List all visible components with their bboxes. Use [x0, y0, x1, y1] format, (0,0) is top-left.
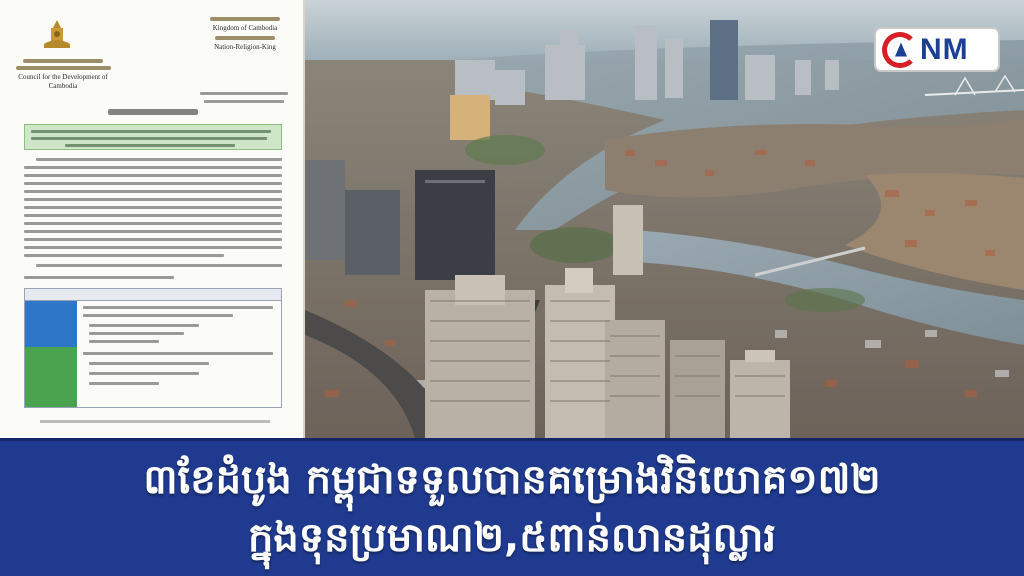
document-title: [108, 109, 198, 115]
document-right-header: [190, 14, 300, 52]
document-summary-banner: [24, 124, 282, 150]
announcement-document: [0, 0, 305, 438]
project-summary-table: [24, 288, 282, 408]
cnm-logo: [874, 27, 1000, 72]
headline-line-1: ៣ខែដំបូង កម្ពុជាទទួលបានគម្រោងវិនិយោគ១៧២: [143, 456, 881, 503]
headline-caption: [0, 438, 1024, 576]
logo-text: NM: [920, 32, 969, 66]
national-motto: Nation-Religion-King: [214, 43, 276, 51]
council-name: Council for the Development of Cambodia: [18, 73, 108, 90]
document-left-header: [8, 56, 118, 91]
logo-c-mark-icon: [882, 32, 918, 68]
royal-emblem-icon: [40, 18, 74, 52]
document-footer: [40, 420, 270, 423]
headline-line-2: ក្នុងទុនប្រមាណ២,៥ពាន់លានដុល្លារ: [247, 514, 777, 561]
kingdom-name: Kingdom of Cambodia: [212, 24, 278, 32]
